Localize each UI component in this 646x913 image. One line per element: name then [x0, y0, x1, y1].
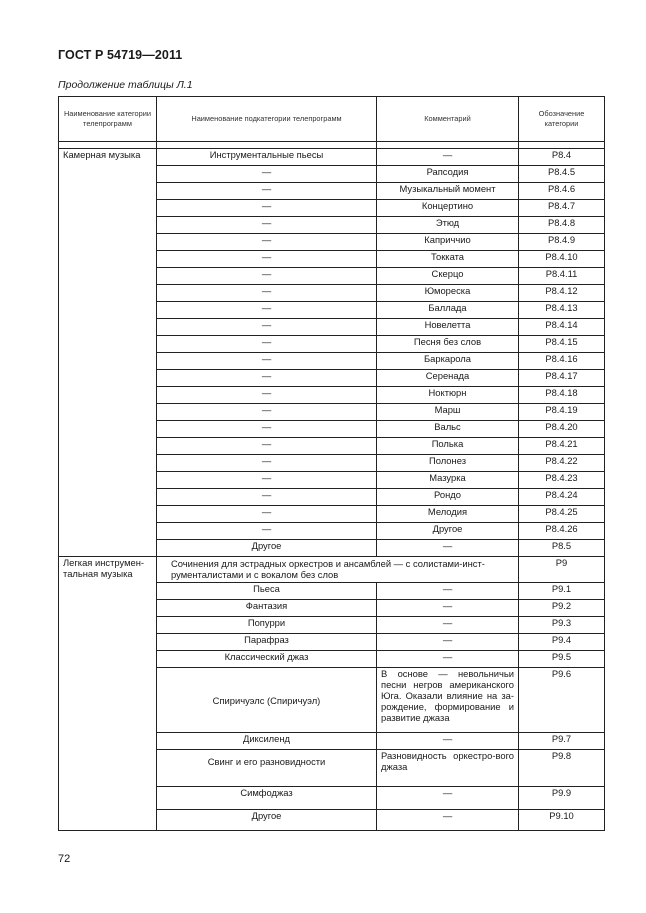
comment-cell: Рондо — [377, 489, 519, 506]
code-cell: P9.8 — [519, 750, 605, 787]
code-cell: P8.4.7 — [519, 200, 605, 217]
subcategory-cell: — — [157, 421, 377, 438]
document-header: ГОСТ Р 54719—2011 — [58, 48, 183, 62]
subcategory-cell: — — [157, 200, 377, 217]
code-cell: P9.1 — [519, 583, 605, 600]
code-cell: P8.4.19 — [519, 404, 605, 421]
comment-cell: Баркарола — [377, 353, 519, 370]
code-cell: P8.4.5 — [519, 166, 605, 183]
spacer-row — [59, 142, 605, 149]
subcategory-cell: Попурри — [157, 617, 377, 634]
comment-cell: Марш — [377, 404, 519, 421]
code-cell: P8.4.24 — [519, 489, 605, 506]
comment-cell: — — [377, 617, 519, 634]
code-cell: P9.2 — [519, 600, 605, 617]
comment-cell: Этюд — [377, 217, 519, 234]
category-cell: Камерная музыка — [59, 149, 157, 557]
comment-cell: — — [377, 149, 519, 166]
comment-cell: Мазурка — [377, 472, 519, 489]
subcategory-cell: Классический джаз — [157, 651, 377, 668]
subcategory-cell: Диксиленд — [157, 733, 377, 750]
code-cell: P8.4.17 — [519, 370, 605, 387]
comment-cell: Полонез — [377, 455, 519, 472]
code-cell: P9.6 — [519, 668, 605, 733]
code-cell: P8.4.12 — [519, 285, 605, 302]
subcategory-cell: — — [157, 489, 377, 506]
comment-cell: — — [377, 810, 519, 831]
subcategory-cell: — — [157, 285, 377, 302]
subcategory-cell: Парафраз — [157, 634, 377, 651]
code-cell: P8.4.16 — [519, 353, 605, 370]
comment-cell: Концертино — [377, 200, 519, 217]
subcategory-cell: Спиричуэлс (Спиричуэл) — [157, 668, 377, 733]
code-cell: P8.4.23 — [519, 472, 605, 489]
comment-cell: — — [377, 540, 519, 557]
code-cell: P8.4.25 — [519, 506, 605, 523]
subcategory-cell: — — [157, 166, 377, 183]
column-header-category: Наименование категории телепрограмм — [59, 97, 157, 142]
comment-cell: Юмореска — [377, 285, 519, 302]
column-header-comment: Комментарий — [377, 97, 519, 142]
subcategory-cell: Пьеса — [157, 583, 377, 600]
column-header-code: Обозначение категории — [519, 97, 605, 142]
comment-cell: Каприччио — [377, 234, 519, 251]
comment-cell: В основе — невольничьи песни негров американского Юга. Оказали влияние на за-рождение, формирование и развитие джаза — [377, 668, 519, 733]
code-cell: P8.4.14 — [519, 319, 605, 336]
subcategory-cell: Другое — [157, 540, 377, 557]
page-number: 72 — [58, 853, 71, 865]
code-cell: P9.3 — [519, 617, 605, 634]
code-cell: P9.10 — [519, 810, 605, 831]
subcategory-cell: — — [157, 438, 377, 455]
subcategory-cell: — — [157, 234, 377, 251]
comment-cell: Мелодия — [377, 506, 519, 523]
subcategory-cell: Свинг и его разновидности — [157, 750, 377, 787]
subcategory-cell: — — [157, 251, 377, 268]
comment-cell: Ноктюрн — [377, 387, 519, 404]
comment-cell: Песня без слов — [377, 336, 519, 353]
code-cell: P9.5 — [519, 651, 605, 668]
table-row — [59, 149, 605, 166]
subcategory-cell: — — [157, 319, 377, 336]
table-header-row — [59, 97, 605, 142]
subcategory-cell: — — [157, 404, 377, 421]
comment-cell: — — [377, 651, 519, 668]
comment-cell: — — [377, 583, 519, 600]
comment-cell: Скерцо — [377, 268, 519, 285]
category-table — [58, 96, 605, 831]
subcategory-cell: Инструментальные пьесы — [157, 149, 377, 166]
subcategory-cell: — — [157, 183, 377, 200]
subcategory-cell: Другое — [157, 810, 377, 831]
subcategory-cell: — — [157, 370, 377, 387]
subcategory-cell: — — [157, 455, 377, 472]
comment-cell: Музыкальный момент — [377, 183, 519, 200]
subcategory-cell: Симфоджаз — [157, 787, 377, 810]
comment-cell: Вальс — [377, 421, 519, 438]
code-cell: P8.4.20 — [519, 421, 605, 438]
comment-cell: — — [377, 600, 519, 617]
comment-cell: Токката — [377, 251, 519, 268]
code-cell: P8.4 — [519, 149, 605, 166]
code-cell: P8.4.21 — [519, 438, 605, 455]
comment-cell: Разновидность оркестро-вого джаза — [377, 750, 519, 787]
column-header-subcategory: Наименование подкатегории телепрограмм — [157, 97, 377, 142]
subcategory-cell: — — [157, 336, 377, 353]
subcategory-cell: — — [157, 472, 377, 489]
code-cell: P9 — [519, 557, 605, 583]
code-cell: P8.4.11 — [519, 268, 605, 285]
table-row — [59, 557, 605, 583]
subcategory-cell: — — [157, 523, 377, 540]
comment-cell: — — [377, 787, 519, 810]
comment-cell: — — [377, 634, 519, 651]
code-cell: P8.4.15 — [519, 336, 605, 353]
code-cell: P8.4.26 — [519, 523, 605, 540]
code-cell: P9.9 — [519, 787, 605, 810]
comment-cell: Полька — [377, 438, 519, 455]
code-cell: P8.5 — [519, 540, 605, 557]
subcategory-cell: — — [157, 353, 377, 370]
code-cell: P8.4.10 — [519, 251, 605, 268]
code-cell: P8.4.8 — [519, 217, 605, 234]
code-cell: P9.4 — [519, 634, 605, 651]
subcategory-cell: — — [157, 302, 377, 319]
comment-cell: Баллада — [377, 302, 519, 319]
code-cell: P8.4.22 — [519, 455, 605, 472]
category-cell: Легкая инструмен-тальная музыка — [59, 557, 157, 831]
code-cell: P8.4.13 — [519, 302, 605, 319]
comment-cell: Серенада — [377, 370, 519, 387]
code-cell: P8.4.18 — [519, 387, 605, 404]
comment-cell: Новелетта — [377, 319, 519, 336]
table-caption: Продолжение таблицы Л.1 — [58, 79, 193, 91]
subcategory-cell: Фантазия — [157, 600, 377, 617]
subcategory-cell: — — [157, 387, 377, 404]
subcategory-cell: — — [157, 506, 377, 523]
comment-cell: — — [377, 733, 519, 750]
code-cell: P8.4.9 — [519, 234, 605, 251]
subcategory-cell: — — [157, 217, 377, 234]
comment-cell: Рапсодия — [377, 166, 519, 183]
comment-cell: Другое — [377, 523, 519, 540]
code-cell: P9.7 — [519, 733, 605, 750]
subcategory-cell: — — [157, 268, 377, 285]
subcategory-cell: Сочинения для эстрадных оркестров и ансамблей — с солистами-инст-рументалистами и с вокалом без слов — [157, 557, 519, 583]
code-cell: P8.4.6 — [519, 183, 605, 200]
